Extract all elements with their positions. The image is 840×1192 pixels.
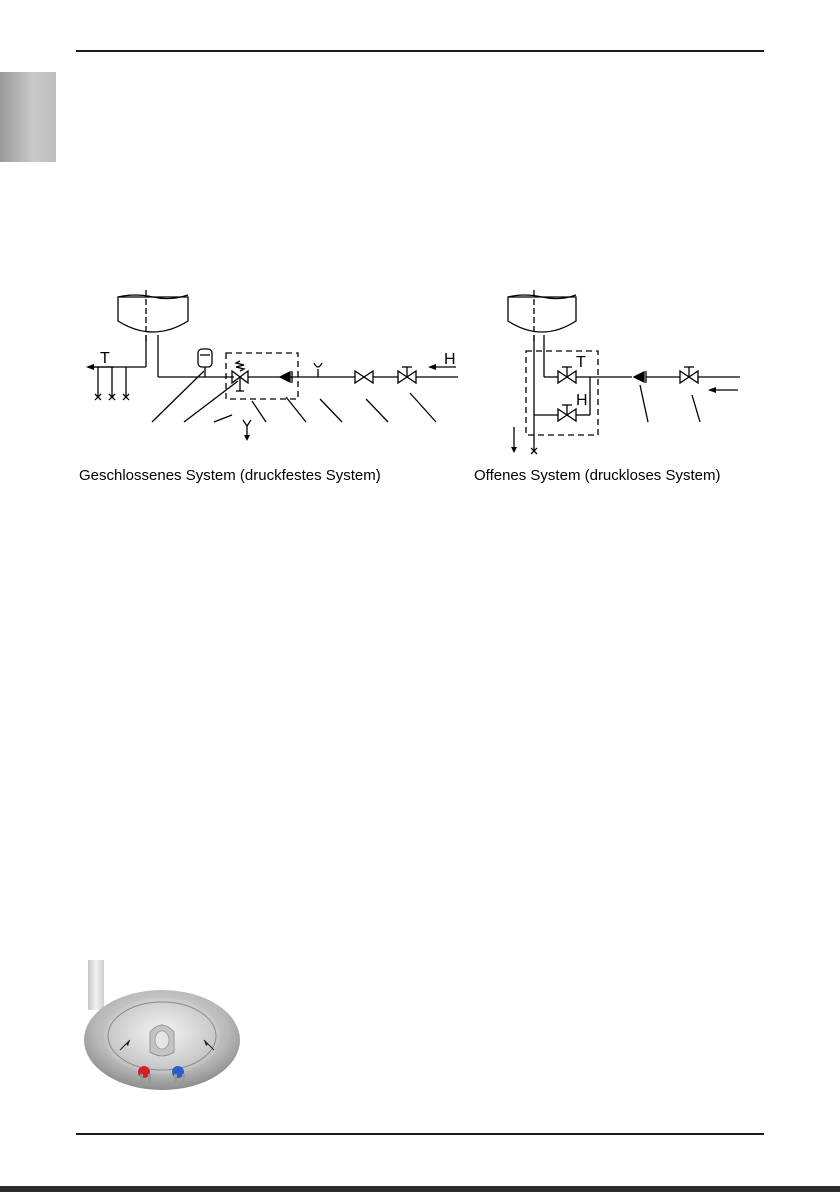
closed-cold-label: H [444, 351, 456, 368]
closed-system-caption: Geschlossenes System (druckfestes System) [79, 467, 381, 484]
open-cold-label: H [576, 392, 588, 409]
header-rule [76, 50, 764, 52]
open-system-caption: Offenes System (druckloses System) [474, 467, 721, 484]
tank-icon [508, 297, 576, 332]
closed-system-diagram [80, 285, 470, 465]
footer-rule [76, 1133, 764, 1135]
open-system-diagram [500, 285, 750, 465]
expansion-vessel-icon [198, 349, 212, 367]
open-hot-label: T [576, 354, 586, 371]
language-tab [0, 72, 56, 162]
water-heater-connection-photo [82, 960, 242, 1092]
page-bottom-edge [0, 1186, 840, 1192]
closed-hot-label: T [100, 350, 110, 367]
tank-icon [118, 297, 188, 332]
